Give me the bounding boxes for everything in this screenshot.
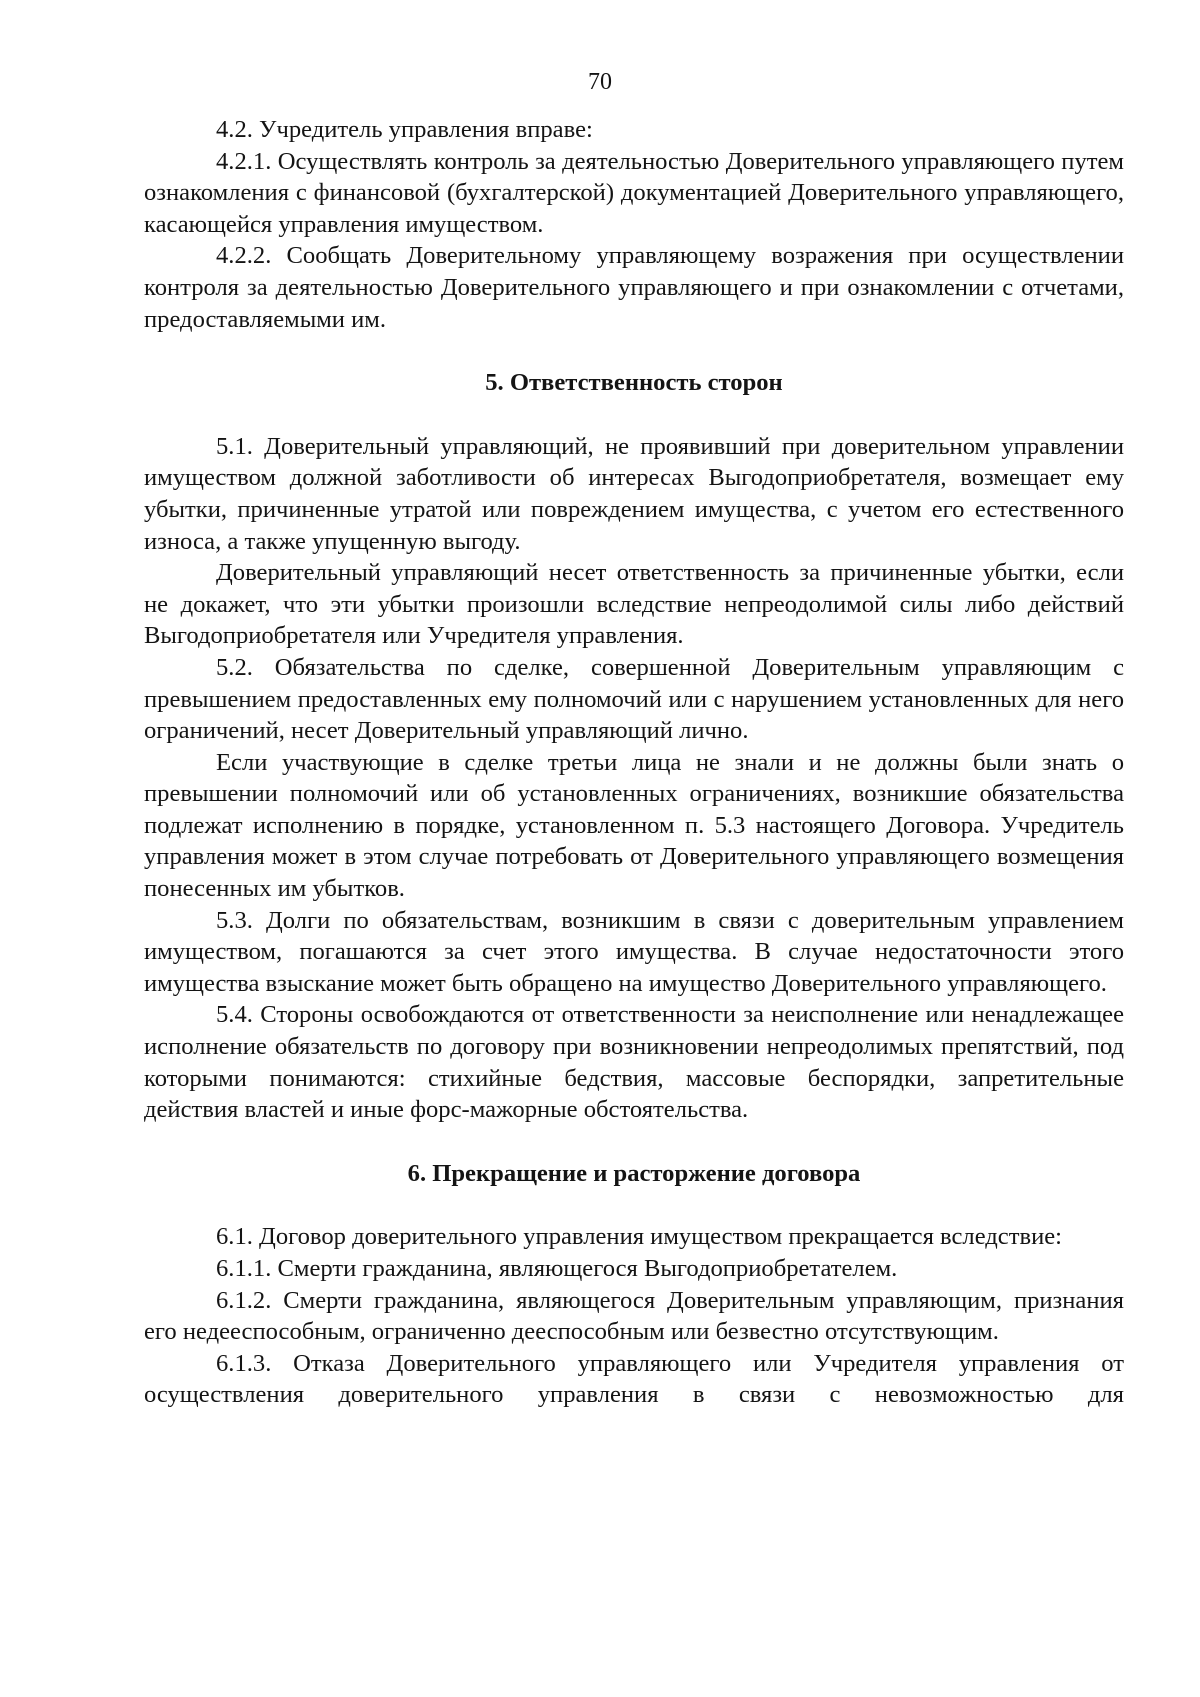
paragraph-5-2: 5.2. Обязательства по сделке, совершенной Доверительным управляющим с превышением предоставленных ему полномочий или с нарушением установленных для него ограничений, несет Доверительный управляющий лично. <box>144 653 1124 745</box>
paragraph-5-2-continued: Если участвующие в сделке третьи лица не знали и не должны были знать о превышении полномочий или об установленных ограничениях, возникшие обязательства подлежат исполнению в порядке, установленном п. 5.3 настоящего Договора. Учредитель управления может в этом случае потребовать от Доверительного управляющего возмещения понесенных им убытков. <box>144 748 1124 903</box>
paragraph-5-4: 5.4. Стороны освобождаются от ответственности за неисполнение или ненадлежащее исполнение обязательств по договору при возникновении непреодолимых препятствий, под которыми понимаются: стихийные бедствия, массовые беспорядки, запретительные действия властей и иные форс-мажорные обстоятельства. <box>144 1001 1124 1124</box>
paragraph-5-3: 5.3. Долги по обязательствам, возникшим в связи с доверительным управлением имуществом, погашаются за счет этого имущества. В случае недостаточности этого имущества взыскание может быть обращено на имущество Доверительного управляющего. <box>144 906 1124 997</box>
paragraph-4-2-2: 4.2.2. Сообщать Доверительному управляющему возражения при осуществлении контроля за деятельностью Доверительного управляющего и при ознакомлении с отчетами, предоставляемыми им. <box>144 242 1124 333</box>
paragraph-4-2: 4.2. Учредитель управления вправе: <box>216 116 593 143</box>
paragraph-6-1-1: 6.1.1. Смерти гражданина, являющегося Выгодоприобретателем. <box>216 1255 898 1282</box>
paragraph-4-2-1: 4.2.1. Осуществлять контроль за деятельностью Доверительного управляющего путем ознакомления с финансовой (бухгалтерской) документацией Доверительного управляющего, касающейся управления имуществом. <box>144 147 1124 238</box>
paragraph-6-1-3: 6.1.3. Отказа Доверительного управляющего или Учредителя управления от осуществления доверительного управления в связи с невозможностью для <box>144 1349 1124 1409</box>
paragraph-5-1: 5.1. Доверительный управляющий, не проявивший при доверительном управлении имуществом должной заботливости об интересах Выгодоприобретателя, возмещает ему убытки, причиненные утратой или повреждением имущества, с учетом его естественного износа, а также упущенную выгоду. <box>144 432 1124 555</box>
paragraph-6-1: 6.1. Договор доверительного управления имуществом прекращается вследствие: <box>216 1223 1062 1251</box>
paragraph-5-1-continued: Доверительный управляющий несет ответственность за причиненные убытки, если не докажет, что эти убытки произошли вследствие непреодолимой силы либо действий Выгодоприобретателя или Учредителя управления. <box>144 559 1124 650</box>
document-body <box>144 114 1124 1411</box>
section-heading-5: 5. Ответственность сторон <box>485 369 783 397</box>
section-heading-6: 6. Прекращение и расторжение договора <box>407 1159 861 1187</box>
paragraph-6-1-2: 6.1.2. Смерти гражданина, являющегося Доверительным управляющим, признания его недееспособным, ограниченно дееспособным или безвестно отсутствующим. <box>144 1286 1124 1346</box>
page-number: 70 <box>588 69 612 95</box>
